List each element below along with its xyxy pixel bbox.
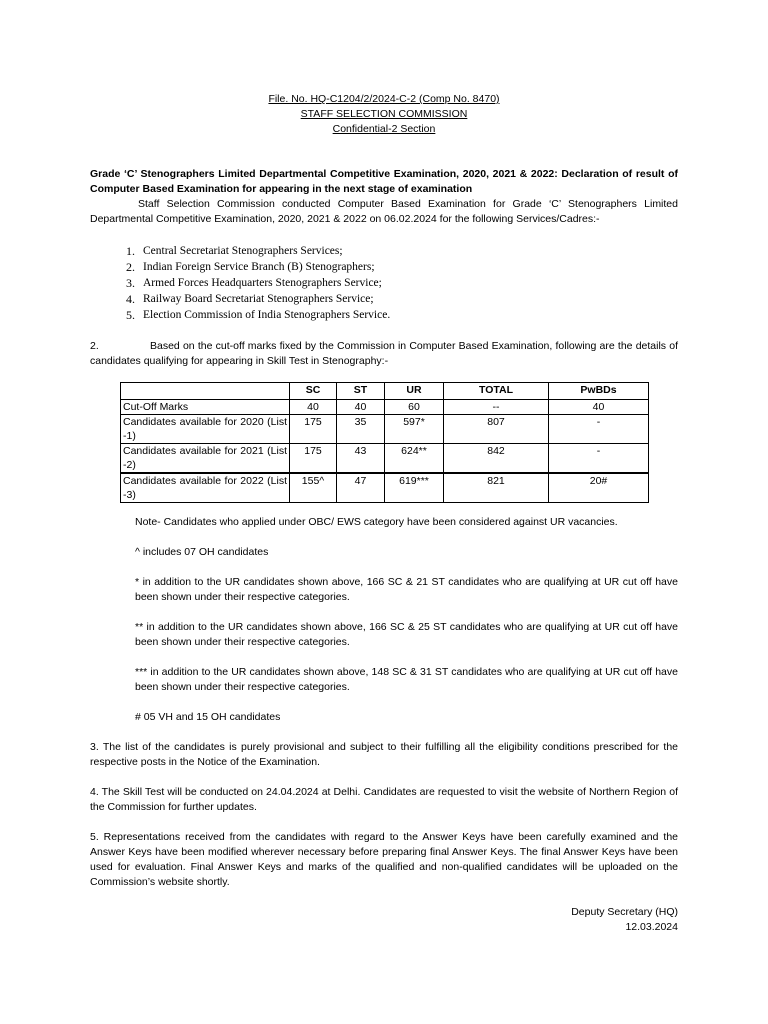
signature-block	[90, 905, 678, 935]
table-cell: -	[549, 444, 649, 474]
table-header-cell: SC	[290, 383, 337, 400]
table-cell: 597*	[385, 415, 444, 444]
note-text: *** in addition to the UR candidates shown above, 148 SC & 31 ST candidates who are qualifying at UR cut off have been shown under their respective categories.	[135, 666, 678, 693]
note-text: Note- Candidates who applied under OBC/ EWS category have been considered against UR vacancies.	[135, 516, 618, 528]
table-cell: Candidates available for 2022 (List -3)	[121, 473, 290, 503]
service-item: 5. Election Commission of India Stenographers Service.	[126, 308, 391, 322]
table-cell: 35	[337, 415, 385, 444]
table-header-row	[121, 383, 649, 400]
table-row	[121, 400, 649, 415]
table-cell: Candidates available for 2021 (List -2)	[121, 444, 290, 474]
table-cell: Cut-Off Marks	[121, 400, 290, 415]
table-header-cell: UR	[385, 383, 444, 400]
table-cell: 619***	[385, 473, 444, 503]
cutoff-table	[120, 382, 649, 503]
table-cell: 624**	[385, 444, 444, 474]
signature-date: 12.03.2024	[625, 921, 678, 933]
service-item: 3. Armed Forces Headquarters Stenographers Service;	[126, 276, 382, 290]
table-header-cell: TOTAL	[444, 383, 549, 400]
file-number: File. No. HQ-C1204/2/2024-C-2 (Comp No. 8470)	[268, 93, 500, 105]
paragraph-2-number: 2.	[90, 340, 99, 352]
note-text: ** in addition to the UR candidates shown above, 166 SC & 25 ST candidates who are qualifying at UR cut off have been shown under their respective categories.	[135, 621, 678, 648]
section-name: Confidential-2 Section	[332, 123, 436, 135]
table-row	[121, 444, 649, 474]
table-cell: --	[444, 400, 549, 415]
note-text: * in addition to the UR candidates shown above, 166 SC & 21 ST candidates who are qualifying at UR cut off have been shown under their respective categories.	[135, 576, 678, 603]
services-list	[90, 243, 678, 323]
notice-title: Grade ‘C’ Stenographers Limited Departmental Competitive Examination, 2020, 2021 & 2022: Declaration of result of Computer Based Examination for appearing in the next stage of examination	[90, 168, 678, 195]
service-item: 4. Railway Board Secretariat Stenographers Service;	[126, 292, 374, 306]
document-page	[90, 92, 678, 935]
service-item: 1. Central Secretariat Stenographers Services;	[126, 244, 343, 258]
table-cell: 60	[385, 400, 444, 415]
table-cell: Candidates available for 2020 (List -1)	[121, 415, 290, 444]
notes-section	[135, 515, 678, 725]
table-cell: 40	[337, 400, 385, 415]
paragraph-2-text: Based on the cut-off marks fixed by the Commission in Computer Based Examination, following are the details of candidates qualifying for appearing in Skill Test in Stenography:-	[90, 340, 678, 367]
note-text: ^ includes 07 OH candidates	[135, 546, 269, 558]
table-cell: 40	[549, 400, 649, 415]
paragraph-4: 4. The Skill Test will be conducted on 24.04.2024 at Delhi. Candidates are requested to visit the website of Northern Region of the Commission for further updates.	[90, 786, 678, 813]
table-cell: 40	[290, 400, 337, 415]
table-header-cell	[121, 383, 290, 400]
table-cell: 807	[444, 415, 549, 444]
table-row	[121, 473, 649, 503]
table-row	[121, 415, 649, 444]
organization-name: STAFF SELECTION COMMISSION	[300, 108, 468, 120]
paragraph-3: 3. The list of the candidates is purely provisional and subject to their fulfilling all the eligibility conditions prescribed for the respective posts in the Notice of the Examination.	[90, 741, 678, 768]
table-cell: 43	[337, 444, 385, 474]
paragraph-5: 5. Representations received from the candidates with regard to the Answer Keys have been carefully examined and the Answer Keys have been modified wherever necessary before preparing final Answer Keys. The final Answer Keys have been used for evaluation. Final Answer Keys and marks of the qualified and non-qualified candidates will be uploaded on the Commission’s website shortly.	[90, 831, 678, 888]
table-header-cell: ST	[337, 383, 385, 400]
paragraph-2	[90, 339, 678, 369]
table-cell: -	[549, 415, 649, 444]
note-text: # 05 VH and 15 OH candidates	[135, 711, 281, 723]
table-cell: 821	[444, 473, 549, 503]
table-cell: 47	[337, 473, 385, 503]
table-cell: 175	[290, 415, 337, 444]
table-cell: 842	[444, 444, 549, 474]
intro-paragraph: Staff Selection Commission conducted Computer Based Examination for Grade ‘C’ Stenographers Limited Departmental Competitive Examination, 2020, 2021 & 2022 on 06.02.2024 for the following Services/Cadres:-	[90, 198, 678, 225]
table-cell: 20#	[549, 473, 649, 503]
service-item: 2. Indian Foreign Service Branch (B) Stenographers;	[126, 260, 375, 274]
signatory-designation: Deputy Secretary (HQ)	[571, 906, 678, 918]
table-header-cell: PwBDs	[549, 383, 649, 400]
table-cell: 175	[290, 444, 337, 474]
table-cell: 155^	[290, 473, 337, 503]
